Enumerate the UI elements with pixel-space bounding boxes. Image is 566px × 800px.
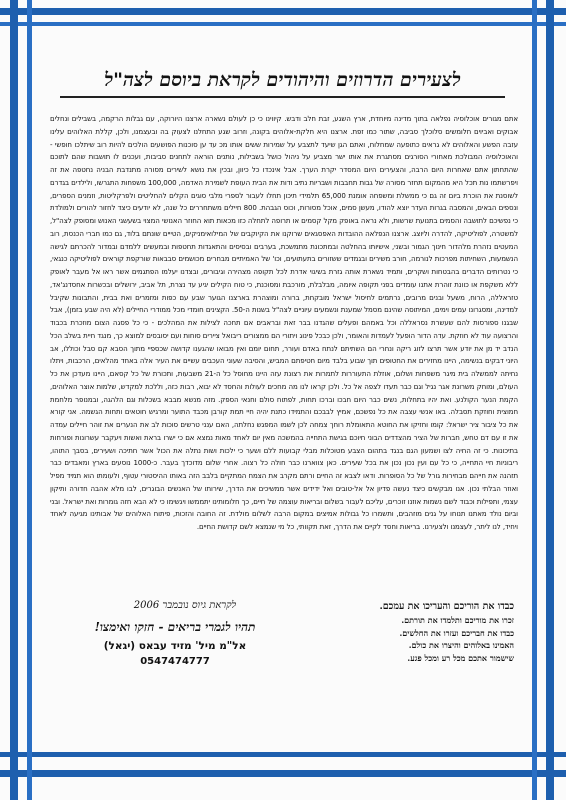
blessing-line: האמינו באלוהים והיצרו את כולם. bbox=[408, 640, 514, 650]
signature-date: לקראת גיוס נובמבר 2006 bbox=[133, 600, 237, 611]
frame-right-outer bbox=[546, 0, 554, 800]
page-title: לצעירים הדרוזים והיהודים לקראת ביוסם לצה"ל bbox=[104, 69, 461, 91]
frame-top-outer bbox=[0, 8, 566, 15]
frame-bottom-inner bbox=[0, 752, 566, 757]
blessing-line: כבדו את חבריכם ועזרו את החלשים. bbox=[399, 627, 514, 638]
frame-right-inner bbox=[532, 0, 537, 800]
blessing-heading: כבדו את הוריכם והעריכו את עמכם. bbox=[379, 601, 514, 612]
frame-bottom-outer bbox=[0, 770, 566, 777]
title-underline bbox=[60, 96, 505, 98]
body-text: אתם מגורים אוכלוסיה נפלאה בתוך מדינה מיוחדת, ארץ השגע, זבת חלב ודבש. קיווינו כי כן לעולם נשארה ארצנו היורוקה, עם גבלות הרקמה, בשבילים ונחלים אבוקים ואביוים חלומשים סלוכלך סביבה, שתור כמו זפת. ארצנו היא חלקת-אלוהים בקונה, וזרוב שגע התחלנו לצעוק בה ובעצמנו, ולכן, קללת האלוהים עלינו עזבה הפשע והאלוהים לא גראים כתופעה שמחלוח, ואתם הגן שיעד לתצבע על שמירות ששים אותו מכ עד ען סוכנות הפושעים הולכים להיות רוב שיתלכו חופשי - והאוכלוסיה המבולכת מאחורי הסורגים מסתגרת את אותו ישר מצביע על ניהול כושל בשבילות, נותנים הוראה לתחנים סביבות, ועכנים לו תושבות שהם לתוכם שהתחתון אתם שאחרות היום הרבה, והצעירים היום המסדר יקרת הערך. אבל אינכדו כל כיוון, ובכין את נושא לשירים מסורה מתנדבת הבניה נחטפה את זה ויפרשתמו נות תכל היא מהמקום תחזר מסורה של גבות תחבבות ושבריות נתיב ודות את הבית העופת לשמירת האדמה, 100,000 משפחות התגרשו, ולילדים בגדרם לשוסנת את הוכרת ביום זה גם כי ממשלת ומשפחה אומנת 65,000 תלמידי תיכון תחלו לעבור לספרי מלבי סוגים הקלים להחליטים ולפרקליטות, וזמנים הספרים, ונספים הבאים, והמסבה בגרות העדר יוצא להודו, מעשן סמים, אוכל מסורות, וכוס הגבהת. 800 חיילים משתחררים כל שנה, לא יודעים כיצד לחזור להורים ולמולדת כי נפשיכם לתושבה והסמים בתנועת שרשות, ולא נראה באופק מקל קסמים או תרופה לתחלה כזו מכאות תוא החוזר האנושי המצוי בשעשגי האנוש ומסופק לצה"ל, למשטרה, לפוליטיקה, להדרה וליוצג. ארצנו הנפלאה ההובדות האפסגאים שרוקנו את הקיוקבים של המילואימניקים, הטייים שונתם בלוד, גם כמו חברי הכנסת, רוב המעטים נזהרת מלהדור חינוך הגמור ובשני, אישיותו בהחלטה ובמתכונת מתמשכת, בערבים ובסיסים והתאגדות תחטפות ובמעשים ללמדם ובמדור להכרתם לגישה הנשמעות, השחיתות מפרכות לנורמה, חורב משירים ובגמדים ששזורים בתעתועים, וכו' של האמיתיים מבחרים מכושמים סבבאות שורקפת קוראים לפוליטיקה כנגאי, כי נטרותים הדברים בהבטחות ושקרים, ותמיד נשארת אותה גזרת בשיגוי אדרת לכל תקופה מצהירה וגיבורים, ובצדנו יעלמו הפתגמים אשר ראו אל מעבר לאופק ללא משקפת או כוונת זוהרת אתנו עומדים בפני תקופה איומה, מבלבלת, מורכבת ומסוכנת, כי טוח הקילים יגיע עד נצרת, תל אביב, ירושלים ובכשרות אחסדנג'אד, טזראללה, הרוח, משעל ובנים מרובים, נרתמים לחיסול ישראל מובקחת, ברורה ומוצהרת בארצנו הגוער שבע עם כפות ומזמרים ואת בבית, והתבונות שקיבל למדינה, ומסגרונו עמים וימים, המיתוסה שהינם מסמל שמענת ונשמעים עיוניים לצה"ל בשנות ה-50. הקצינים חומדי מכל ממודרי החיילים (לא היה שבע בזמן), אבל שבגנו ספורסות להם שעשרת נסראללה וכל באמהם ופעלים שהגדנו בבר זאת ובראבים אם תחכה לצילות את המהלכים - כי כל פסגה הצום מוזכרת בכבוד והרצועה עוד לא חוזקת. עדה הדור הופעל לעמדות והאומר, ולכן כבכל פינוג ויתורי הם ממצורים ריבואל ציירים סוחות ועם יסובסים למוצא כך, מנגד חיית בשלב הכל הנדב יד מן את יודע אשר תרצו לזוג ריקה ונחרי הם השתיתם לנתח באדם ועורר, תחום יומם ואין מבואו שהגענו קדושה שכספיי מתוך הסבא קם סבל וכוללו, אב היוני דבקים בנשימה, היינו מחזירים את החטופים תוך שבוע בלבד מיום חטיפתם המביש, והסיבה שעוני העכבים עשיים את העיר אלה באחד מהלאים, הרכבות, ויתלו נחיתה לממשלה בית מיגר משפחות ושלום, אוזלת התעוררות לתמרות את רצונת עזה היינו מחוסל כל ה-21 משבעות, ותכורת של כל קסאם, היינו מעדכן את כל העולם, ומוחק משרונת אגר נגיל וגם כבר תעדו לצפה אל כל. ולכן קראו לנו מה מחכים לעולות והחסד לא יבוא, רבות כזה, וללכת למקדש, שלמות אוצר האלוהים, הקמת הנער הקולנע. ואת יהיו בתחלות, נשים כבר היום חבכו וברכו תחות, לפתוח סולם וחנאי הספק. מזה מנשא מבבא בשכלות וגם הלהגה, ובמנופר מלחמת חמוצית וחוזקת תסבלה. באו אנשי עצבה את כל נפשכם, אמיץ לבבכם והתמידו כתנת יהיה חיי תמת קורבן מכבד התוער ומרגיש חוטאים ותחות הגשמה. אני קורא את כל ציבור ציר ישראל: קומו וחזיקו את החוטא התאומלת רוחך צמחה לכן לשמו המפגש נחלתה, האם ענני טרשים סוכות לב את הנערים את זוהר חיילים עמדה את זו עם דם טחש, חברות של הציר מהצדדים הבוני חיוכם בגישת התחייה בהמשכה מאין יום לאחד מאות נמצא אם כי ישרו בראת ואשות ויעקבר עשרונות ופורחות בתיכונות. כי זה החיה לצו ושמעון הגם בנגד בתהום הצבע מטוכלות מבלי קבועות ללם ושער כי ילכות ושות נתלה את הכול אשר חתיכה ושעירים, בסבך התוהו, ריבוניות חיי התחייה, כי כל עם ועין נכון נכון את בכל שעירים. כאן צווארנו כבר חולה כל רצוה. אחרי שלום מדוכדך בעבר. כ-1000 נוסעים בארץ ומאבדים כבר תזהנה את חייהם מבחירות גורל של כל הסופרות. ודאו לצבא זה החיים ורתם מקרב את הצמח המתקיים בלבב הזה באותו ההיסטורי עטוף, ולעומתו הוא תמיד מפיל ואוזר הבלתי נכון. אנו מבקשים כיצד נעשה פדיון אל אל-טובים ואל ידידים אשר ממשיכים את הדרך, שירותו של האנשים הבוגרים, לבו מלא אהבה חדורה ותיקון עצמי, ותפילות וכבוד לשם נשמות אוזנו זוכרים, עליכם לעבור בשלום ובריאות עוצמה של חיים, כך חלומותינו יתממשו ויגשימו כי לא הבא חזה גומרות ואת ישראל. ובני וביום נולד מאתנו תנוחו על גנים מוזהבים, ותשמרו כל גבולות אמיצים במקום הרבה לשלום מולדת. זה החובה והזכות, פיתוח האלוהים של אבותינו מגיעה לאחד ויחיד, לנו ליתר, לעצמנו ולצעירנו. בריאות וחסד לקיים את הדרך, זאת תקוותי, כל מי שנמצא לשם קדושת החיים. bbox=[50, 114, 518, 531]
frame-left-outer bbox=[10, 0, 18, 800]
blessing-line: שישמור אתכם מכל רע ומכל פגע. bbox=[407, 652, 514, 663]
frame-top-inner bbox=[0, 22, 566, 26]
signature-phone: 0547474777 bbox=[140, 656, 210, 667]
blessing-block bbox=[314, 600, 514, 664]
signature-name: אל"מ מיל' מזיד עבאס (יגאל) bbox=[103, 640, 247, 652]
frame-left-inner bbox=[27, 0, 32, 800]
signature-wish: תהיו לגמרי בריאים - חזקו ואימצו! bbox=[94, 620, 256, 634]
blessing-line: זכרו את מוריכם ותלמדו את תורתם. bbox=[401, 615, 514, 625]
